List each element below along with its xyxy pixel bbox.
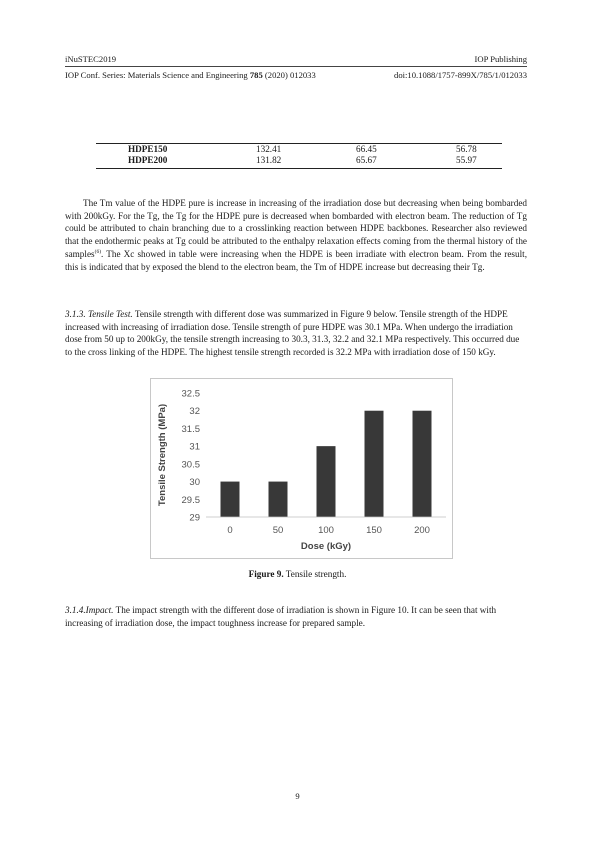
section-text: Tensile strength with different dose was summarized in Figure 9 below. Tensile strength of the HDPE increased with increasing of irradiation dose. Tensile strength of pure HDPE was 30.1 MPa. When undergo the irradiation dose from 50 up to 200kGy, the tensile strength increasing to 30.3, 31.3, 32.2 and 32.1 MPa respectively. This occurred due to the cross linking of the HDPE. The highest tensile strength recorded is 32.2 MPa with irradiation dose of 150 kGy. — [65, 309, 520, 358]
publisher-name: IOP Publishing — [474, 54, 527, 64]
paragraph-text: The Tm value of the HDPE pure is increase in increasing of the irradiation dose but decreasing when being bombarded with 200kGy. For the Tg, the Tg for the HDPE pure is decreased when bombarded with electron beam. The reduction of Tg could be attributed to chain branching due to a crosslinking reaction between HDPE backbones. Researcher also reviewed that the endothermic peaks at Tg could be attributed to the enthalpy relaxation effects coming from the thermal history of the samples — [65, 198, 527, 259]
bar-150 — [365, 411, 384, 517]
section-tensile-test — [65, 308, 527, 359]
y-axis — [182, 389, 201, 524]
page-number: 9 — [295, 791, 300, 801]
series-suffix: (2020) 012033 — [262, 70, 316, 80]
running-header — [65, 54, 527, 64]
table-row — [96, 144, 502, 155]
x-tick-label: 150 — [366, 525, 382, 536]
x-axis — [227, 525, 430, 536]
x-tick-label: 200 — [414, 525, 430, 536]
conference-name: iNuSTEC2019 — [65, 54, 117, 64]
table-cell: 55.97 — [456, 155, 477, 165]
y-tick-label: 32 — [189, 406, 200, 418]
y-axis-label: Tensile Strength (MPa) — [157, 403, 168, 507]
table-cell: 132.41 — [256, 144, 282, 154]
reference-marker[interactable]: (6) — [94, 248, 102, 255]
table-cell-name: HDPE200 — [128, 155, 168, 165]
bar-series — [221, 411, 432, 517]
series-prefix: IOP Conf. Series: Materials Science and Engineering — [65, 70, 250, 80]
results-table — [96, 144, 502, 166]
table-cell: 66.45 — [356, 144, 377, 154]
section-text: The impact strength with the different dose of irradiation is shown in Figure 10. It can be seen that with increasing of irradiation dose, the impact toughness increase for prepared sample. — [65, 605, 497, 628]
section-impact — [65, 604, 527, 629]
y-tick-label: 32.5 — [181, 388, 200, 400]
table-cell: 56.78 — [456, 144, 477, 154]
bar-200 — [413, 411, 432, 517]
paragraph-text: . The Xc showed in table were increasing when the HDPE is been irradiate with electron beam. From the result, this is indicated that by exposed the blend to the electron beam, the Tm of HDPE increase but decreasing their Tg. — [65, 248, 527, 272]
x-tick-label: 0 — [227, 525, 233, 536]
x-tick-label: 100 — [318, 525, 334, 536]
figure-label: Figure 9. — [248, 569, 284, 579]
y-tick-label: 31 — [189, 441, 200, 453]
table-cell: 65.67 — [356, 155, 377, 165]
table-row — [96, 155, 502, 166]
caption-text: Tensile strength. — [283, 569, 347, 579]
y-tick-label: 30.5 — [181, 459, 200, 471]
bar-100 — [317, 446, 336, 517]
x-tick-label: 50 — [272, 525, 284, 536]
table-cell-name: HDPE150 — [128, 144, 168, 154]
section-heading: 3.1.3. Tensile Test. — [65, 309, 133, 319]
bar-50 — [269, 482, 288, 517]
section-heading: 3.1.4.Impact. — [65, 605, 114, 615]
tensile-strength-chart — [151, 379, 454, 560]
y-tick-label: 30 — [189, 477, 200, 489]
volume-number: 785 — [249, 70, 263, 80]
header-rule — [65, 66, 527, 67]
figure-9-chart — [150, 378, 453, 559]
y-tick-label: 29 — [189, 512, 200, 524]
x-axis-label: Dose (kGy) — [300, 541, 352, 552]
table-bottom-rule — [96, 168, 502, 169]
doi-link[interactable]: doi:10.1088/1757-899X/785/1/012033 — [394, 70, 527, 80]
figure-caption — [0, 569, 595, 579]
journal-line — [65, 70, 527, 80]
bar-0 — [221, 482, 240, 517]
paragraph-thermal — [65, 197, 527, 273]
y-tick-label: 31.5 — [181, 423, 200, 435]
table-cell: 131.82 — [256, 155, 282, 165]
y-tick-label: 29.5 — [181, 494, 200, 506]
